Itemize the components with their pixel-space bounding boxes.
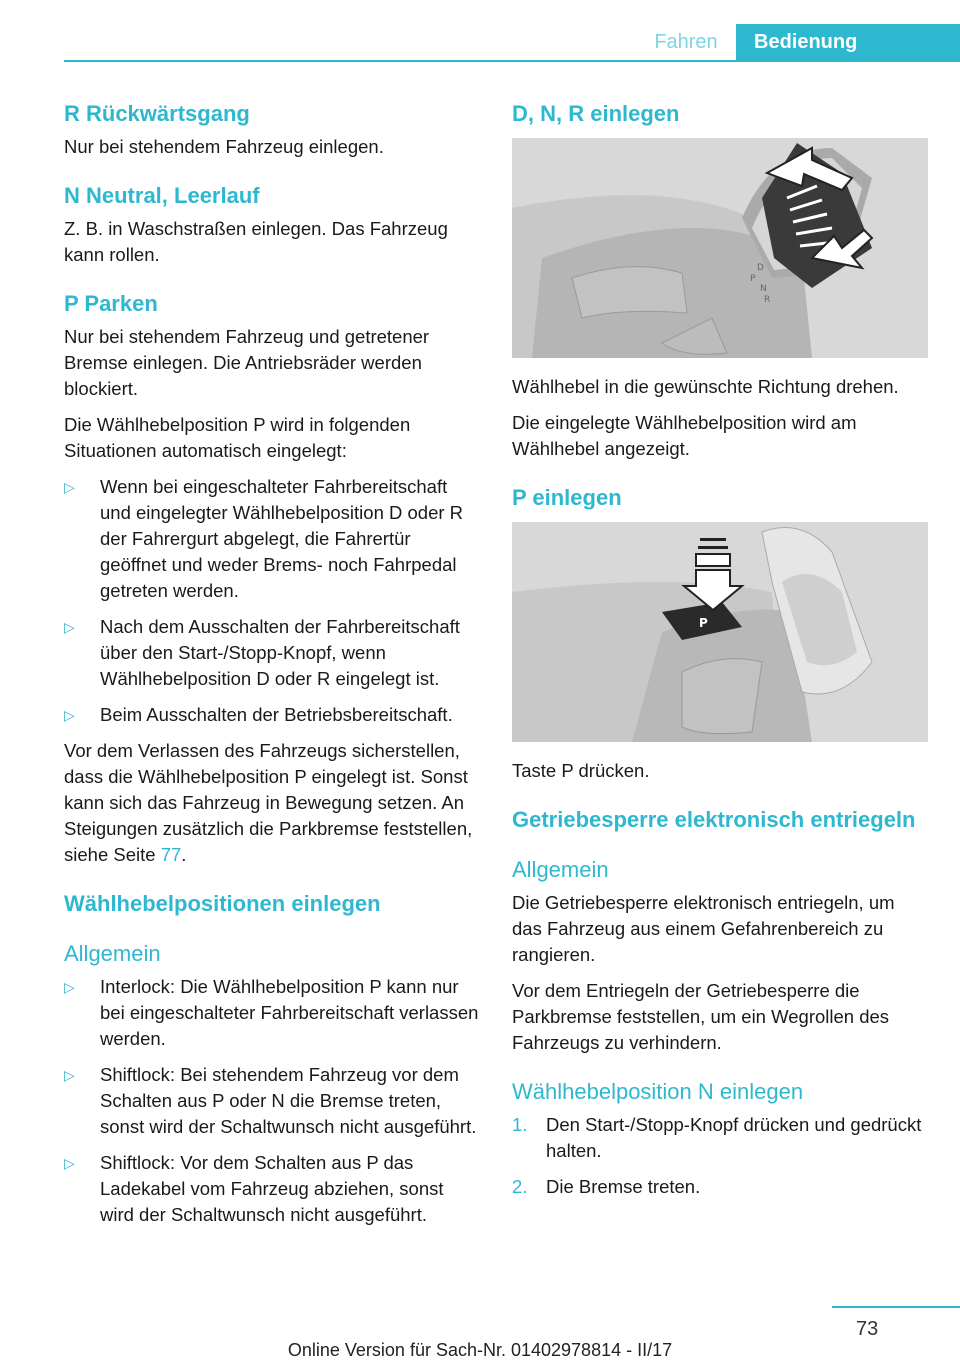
paragraph-p-einlegen: Taste P drücken. [512,760,650,781]
footer-online-version: Online Version für Sach-Nr. 01402978814 - II/17 [287,1340,673,1360]
heading-allgemein-left: Allgemein [64,941,161,966]
p-auto-list [64,474,480,728]
list-item [64,1062,480,1140]
gear-selector-rotate-illustration [512,138,928,358]
list-item-text: Shiftlock: Vor dem Schalten aus P das Ladekabel vom Fahrzeug abziehen, sonst wird der Schaltwunsch nicht ausgeführt. [100,1152,444,1225]
paragraph-dnr-1: Wählhebel in die gewünschte Richtung drehen. [512,376,899,397]
lever-label-n: N [760,284,767,294]
paragraph-allgemein-2: Vor dem Entriegeln der Getriebesperre die Parkbremse feststellen, um ein Wegrollen des Fahrzeugs zu verhindern. [512,980,890,1053]
list-item-text: Beim Ausschalten der Betriebsbereitschaft. [100,704,453,725]
section-p-einlegen [512,484,928,784]
list-item [64,974,480,1052]
n-steps-list [512,1112,928,1200]
paragraph-r: Nur bei stehendem Fahrzeug einlegen. [64,136,384,157]
triangle-bullet-icon: ▷ [64,979,75,995]
allgemein-list [64,974,480,1228]
paragraph-p-3-text: Vor dem Verlassen des Fahrzeugs sicherstellen, dass die Wählhebelposition P eingelegt ist. Sonst kann sich das Fahrzeug in Bewegung setzen. An Steigungen zusätzlich die Parkbremse feststellen, siehe Seite [64,740,473,865]
list-item [512,1174,928,1200]
paragraph-n: Z. B. in Waschstraßen einlegen. Das Fahrzeug kann rollen. [64,218,448,265]
heading-n-einlegen: Wählhebelposition N einlegen [512,1079,804,1104]
page-number: 73 [856,1318,879,1340]
park-button-figure [512,522,928,742]
paragraph-dnr-2: Die eingelegte Wählhebelposition wird am Wählhebel angezeigt. [512,412,857,459]
park-button-letter: P [699,616,708,630]
tab-fahren[interactable]: Fahren [654,30,718,53]
section-n-einlegen [512,1078,928,1200]
heading-p-parken: P Parken [64,291,158,316]
header-rule [64,60,960,62]
page-link-77[interactable]: 77 [160,844,182,865]
heading-n-neutral: N Neutral, Leerlauf [64,183,260,208]
triangle-bullet-icon: ▷ [64,619,75,635]
section-dnr [512,100,928,462]
left-column [64,100,480,1238]
triangle-bullet-icon: ▷ [64,479,75,495]
paragraph-p-1: Nur bei stehendem Fahrzeug und getretener Bremse einlegen. Die Antriebsräder werden blockiert. [64,326,430,399]
list-item [64,614,480,692]
section-p [64,290,480,868]
heading-r-rueckwaertsgang: R Rückwärtsgang [64,101,250,126]
triangle-bullet-icon: ▷ [64,1067,75,1083]
heading-p-einlegen: P einlegen [512,485,622,510]
lever-label-r: R [764,295,771,305]
step-number: 1. [512,1114,528,1135]
list-item [512,1112,928,1164]
park-button-illustration [512,522,928,742]
heading-getriebesperre: Getriebesperre elektronisch entriegeln [512,807,916,832]
lever-label-d: D [757,263,764,273]
section-n [64,182,480,268]
section-r [64,100,480,160]
heading-positions: Wählhebelpositionen einlegen [64,891,381,916]
list-item-text: Wenn bei eingeschalteter Fahrbereitschaft und eingelegter Wählhebelposition D oder R der Fahrergurt abgelegt, die Fahrertür geöffnet und weder Brems- noch Fahrpedal getreten werden. [100,476,464,601]
paragraph-p-3-end: . [181,844,187,865]
triangle-bullet-icon: ▷ [64,707,75,723]
heading-allgemein-right: Allgemein [512,857,609,882]
right-column [512,100,928,1210]
step-number: 2. [512,1176,528,1197]
list-item-text: Shiftlock: Bei stehendem Fahrzeug vor dem Schalten aus P oder N die Bremse treten, sonst wird der Schaltwunsch nicht ausgeführt. [100,1064,477,1137]
heading-dnr-einlegen: D, N, R einlegen [512,101,680,126]
list-item-text: Nach dem Ausschalten der Fahrbereitschaft über den Start-/Stopp-Knopf, wenn Wählhebelposition D oder R eingelegt ist. [100,616,460,689]
tab-bedienung[interactable]: Bedienung [736,24,960,60]
footer-rule [832,1306,960,1308]
lever-label-p: P [750,274,756,284]
step-text: Den Start-/Stopp-Knopf drücken und gedrückt halten. [546,1114,922,1161]
gear-selector-rotate-figure [512,138,928,358]
paragraph-allgemein-1: Die Getriebesperre elektronisch entriegeln, um das Fahrzeug aus einem Gefahrenbereich zu rangieren. [512,892,895,965]
list-item [64,1150,480,1228]
list-item-text: Interlock: Die Wählhebelposition P kann nur bei eingeschalteter Fahrbereitschaft verlassen werden. [100,976,479,1049]
step-text: Die Bremse treten. [546,1176,701,1197]
section-positions [64,890,480,1228]
paragraph-p-3 [64,738,480,868]
paragraph-p-2: Die Wählhebelposition P wird in folgenden Situationen automatisch eingelegt: [64,414,411,461]
section-getriebesperre [512,806,928,1056]
list-item [64,474,480,604]
triangle-bullet-icon: ▷ [64,1155,75,1171]
list-item [64,702,480,728]
